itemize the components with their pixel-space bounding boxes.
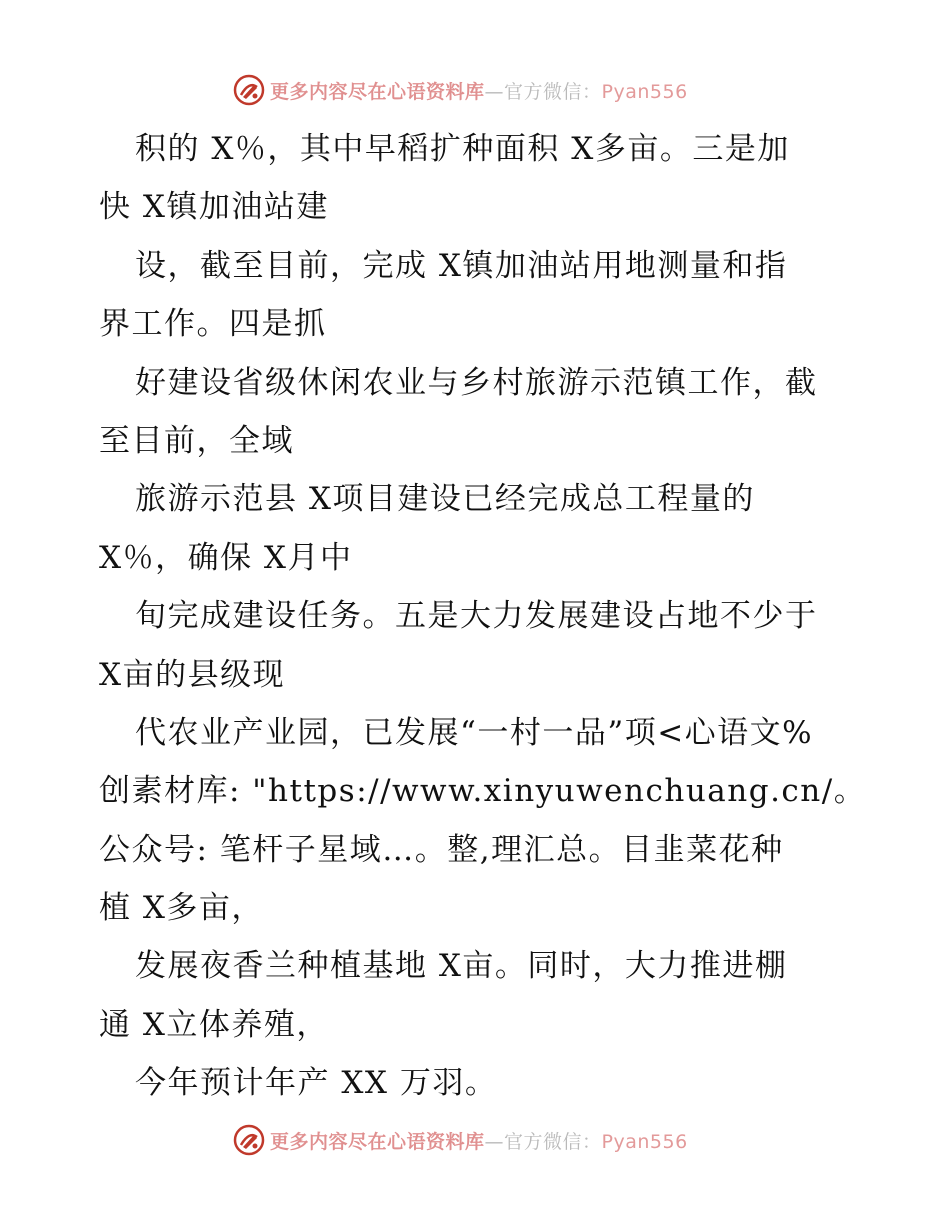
header-banner-wechat-label: 官方微信： xyxy=(504,80,602,103)
body-line: 创素材库: "https://www.xinyuwenchuang.cn/。 xyxy=(99,773,867,810)
header-watermark-banner xyxy=(232,73,732,107)
header-banner-dash: — xyxy=(484,80,505,103)
header-banner-text xyxy=(270,77,688,104)
header-banner-main: 更多内容尽在心语资料库 xyxy=(270,80,485,103)
footer-watermark-banner xyxy=(232,1123,732,1157)
header-banner-wechat-id: Pyan556 xyxy=(601,80,688,103)
body-line: 发展夜香兰种植基地 X亩。同时，大力推进棚 xyxy=(135,948,788,985)
body-line: 公众号: 笔杆子星域…。整,理汇总。目韭菜花种 xyxy=(99,831,784,868)
body-line: 代农业产业园，已发展“一村一品”项<心语文% xyxy=(135,714,814,751)
body-line: X％，确保 X月中 xyxy=(99,539,353,576)
body-line: 快 X镇加油站建 xyxy=(99,189,329,226)
brand-logo-icon xyxy=(232,73,266,107)
footer-banner-text xyxy=(270,1127,688,1154)
body-line: 旬完成建设任务。五是大力发展建设占地不少于 xyxy=(135,598,818,635)
footer-banner-wechat-label: 官方微信： xyxy=(504,1130,602,1153)
body-line: 旅游示范县 X项目建设已经完成总工程量的 xyxy=(135,481,755,518)
body-line: 设，截至目前，完成 X镇加油站用地测量和指 xyxy=(135,247,788,284)
brand-logo-icon xyxy=(232,1123,266,1157)
body-line: 植 X多亩， xyxy=(99,890,264,927)
body-line: 界工作。四是抓 xyxy=(99,306,327,343)
body-line: 通 X立体养殖， xyxy=(99,1006,329,1043)
footer-banner-wechat-id: Pyan556 xyxy=(601,1130,688,1153)
document-body xyxy=(99,120,869,1113)
body-line: 今年预计年产 XX 万羽。 xyxy=(135,1065,498,1102)
footer-banner-dash: — xyxy=(484,1130,505,1153)
footer-banner-main: 更多内容尽在心语资料库 xyxy=(270,1130,485,1153)
body-line: 好建设省级休闲农业与乡村旅游示范镇工作，截 xyxy=(135,364,818,401)
body-line: X亩的县级现 xyxy=(99,656,286,693)
body-line: 积的 X％，其中早稻扩种面积 X多亩。三是加 xyxy=(135,131,790,167)
body-line: 至目前，全域 xyxy=(99,422,294,459)
